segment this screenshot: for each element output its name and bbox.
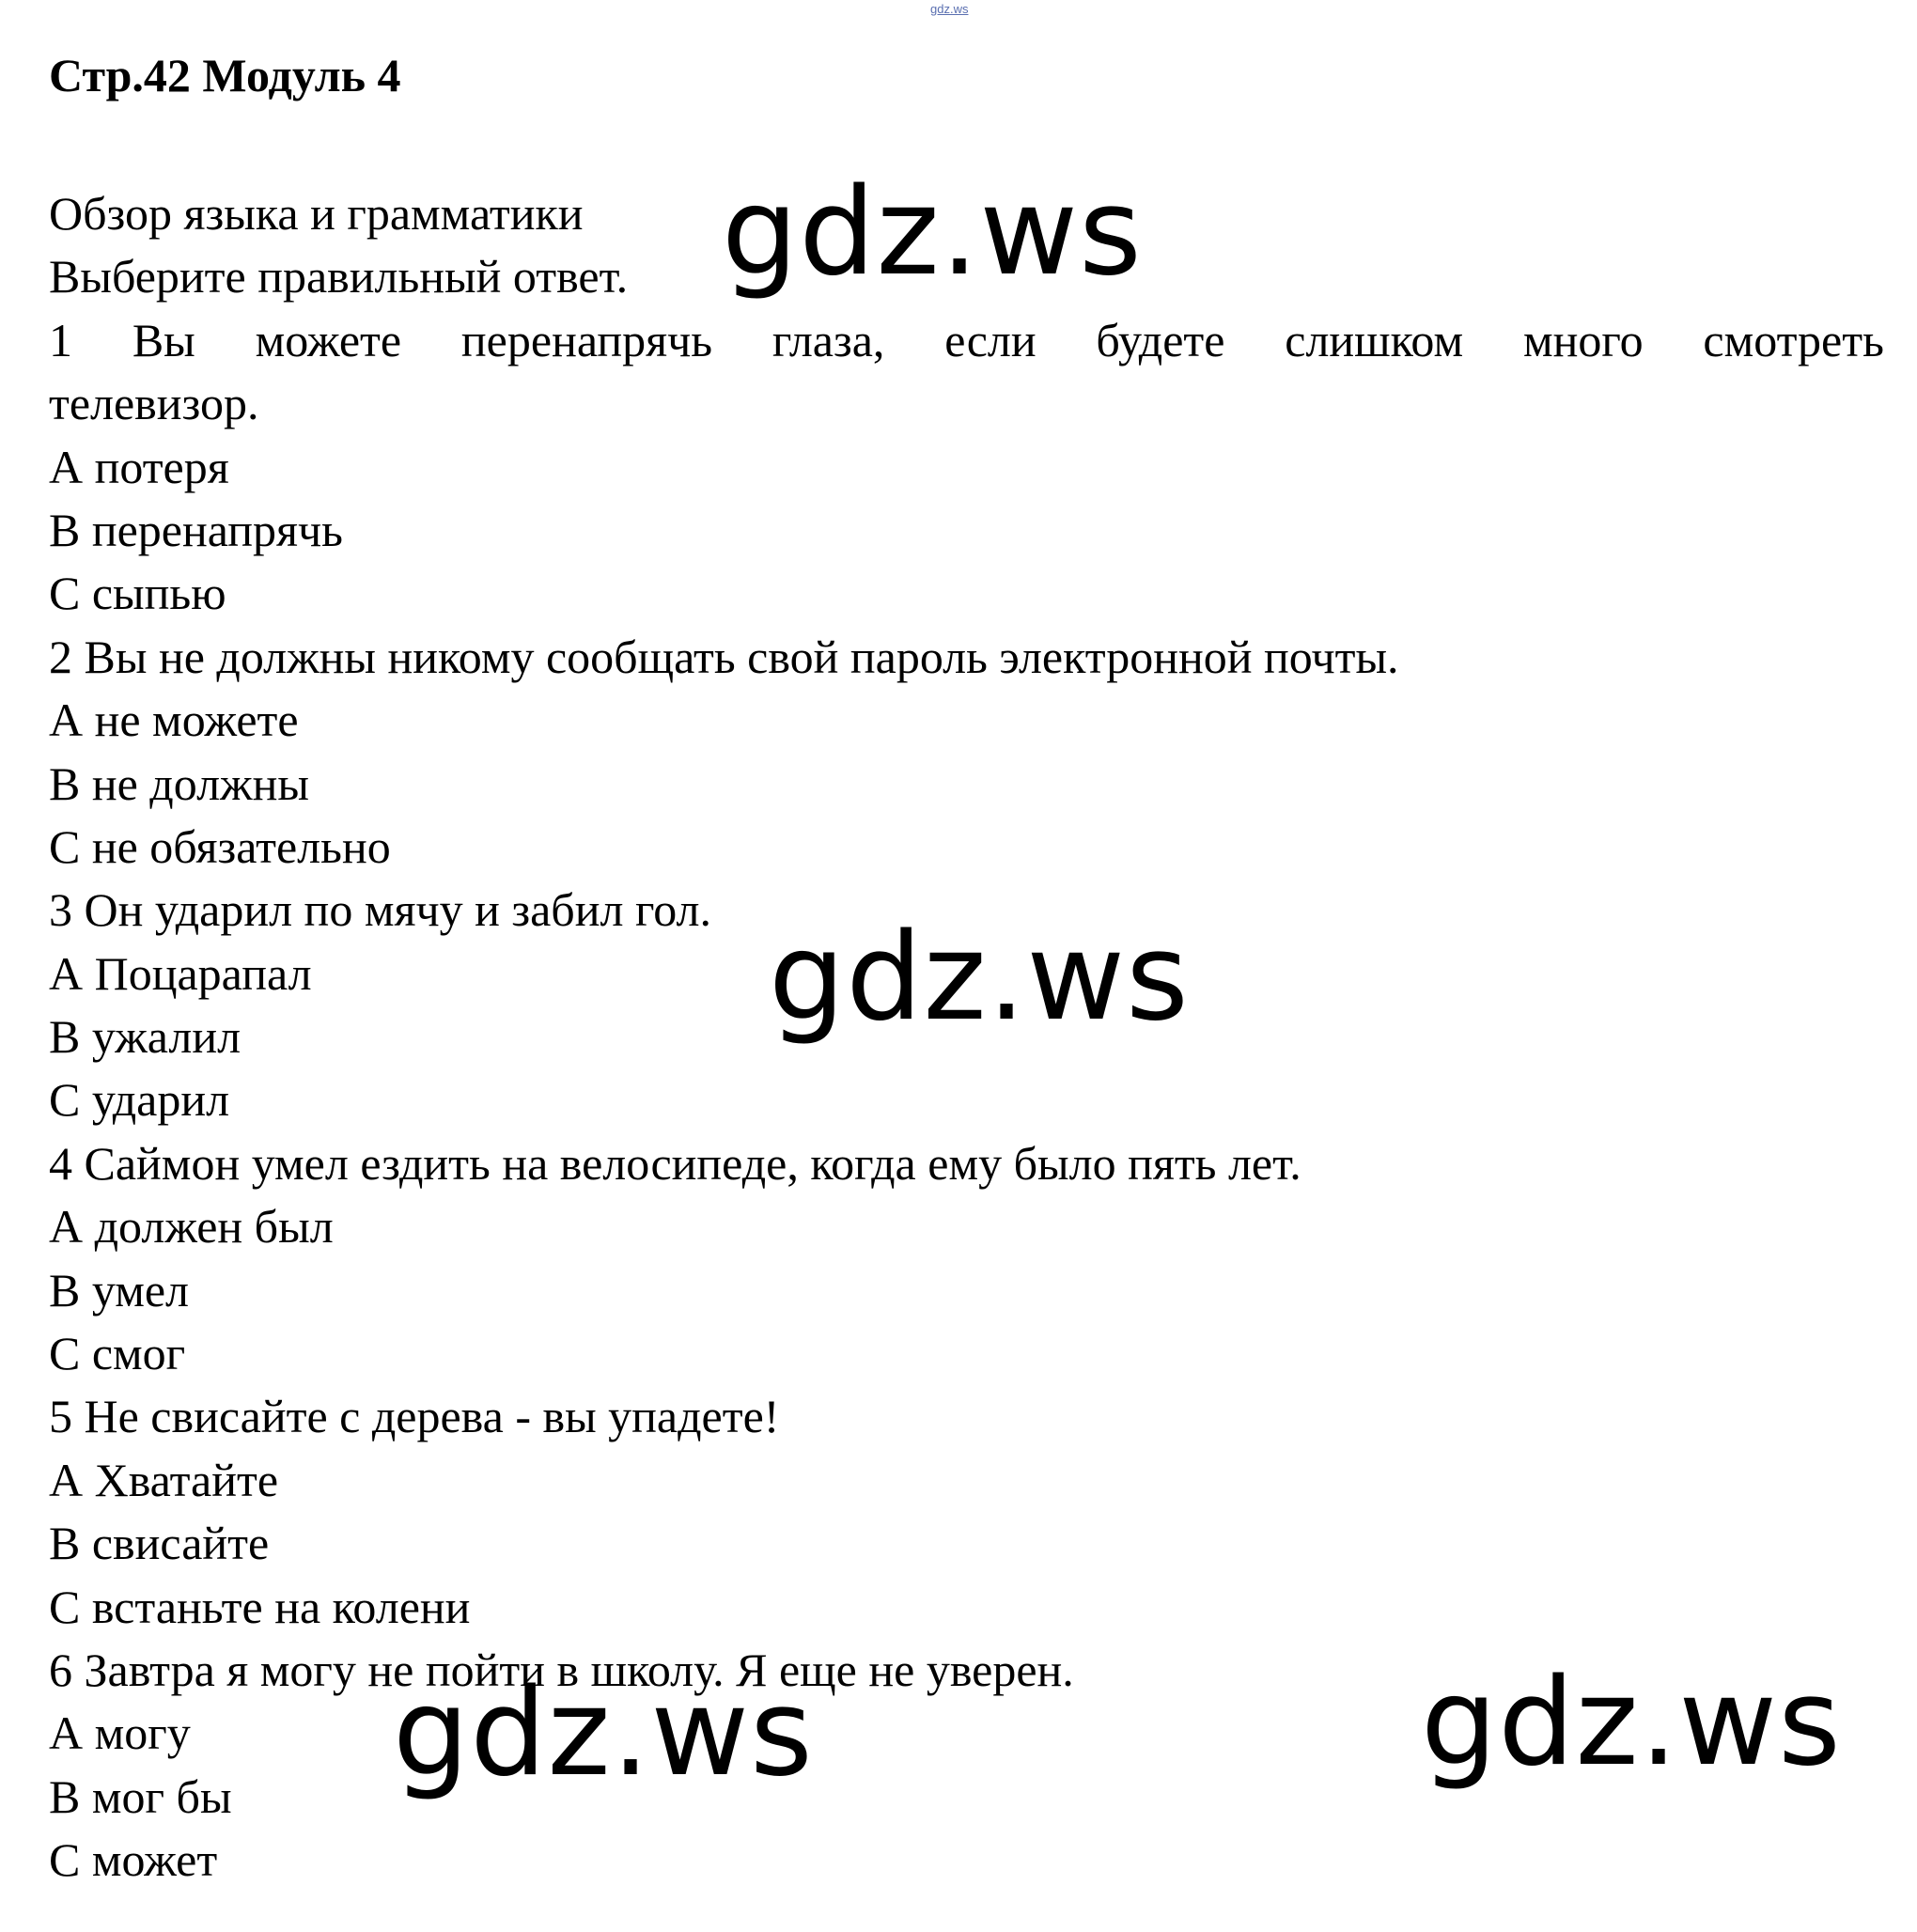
question-4: 4 Саймон умел ездить на велосипеде, когда ему было пять лет.	[49, 1136, 1301, 1190]
watermark: gdz.ws	[769, 908, 1190, 1048]
q1-word: 1	[49, 313, 72, 366]
question-1	[49, 309, 1884, 372]
header-watermark-link: gdz.ws	[930, 2, 969, 16]
q1-option-a: А потеря	[49, 440, 229, 493]
q4-option-b: В умел	[49, 1263, 189, 1317]
q5-option-a: А Хватайте	[49, 1453, 279, 1506]
q2-option-b: В не должны	[49, 756, 309, 810]
q5-option-c: С встаньте на колени	[49, 1580, 471, 1633]
q2-option-a: А не можете	[49, 693, 299, 747]
q1-word: Вы	[132, 313, 195, 366]
q1-word: много	[1522, 313, 1644, 366]
q4-option-c: С смог	[49, 1327, 186, 1380]
question-2: 2 Вы не должны никому сообщать свой пароль электронной почты.	[49, 630, 1399, 683]
watermark: gdz.ws	[1421, 1653, 1842, 1793]
question-6: 6 Завтра я могу не пойти в школу. Я еще не уверен.	[49, 1643, 1074, 1696]
q1-word: можете	[255, 313, 402, 366]
q1-word: слишком	[1285, 313, 1464, 366]
q3-option-b: В ужалил	[49, 1010, 242, 1064]
page-title: Стр.42 Модуль 4	[49, 49, 401, 101]
question-3: 3 Он ударил по мячу и забил гол.	[49, 883, 712, 937]
q4-option-a: А должен был	[49, 1200, 334, 1254]
q1-word: перенапрячь	[460, 313, 713, 366]
q1-word: глаза,	[771, 313, 885, 366]
q1-word: будете	[1096, 313, 1225, 366]
q6-option-b: В мог бы	[49, 1769, 232, 1823]
q2-option-c: С не обязательно	[49, 819, 391, 873]
question-5: 5 Не свисайте с дерева - вы упадете!	[49, 1390, 780, 1443]
section-title: Обзор языка и грамматики	[49, 187, 584, 240]
q3-option-c: С ударил	[49, 1073, 230, 1127]
q3-option-a: А Поцарапал	[49, 946, 312, 1000]
instruction: Выберите правильный ответ.	[49, 250, 629, 304]
q1-option-c: С сыпью	[49, 567, 226, 620]
q1-option-b: В перенапрячь	[49, 503, 343, 556]
watermark: gdz.ws	[722, 163, 1143, 303]
question-1-continuation: телевизор.	[49, 377, 259, 430]
q6-option-c: С может	[49, 1833, 218, 1887]
q5-option-b: В свисайте	[49, 1517, 270, 1570]
q1-word: если	[944, 313, 1036, 366]
watermark: gdz.ws	[393, 1663, 814, 1803]
q1-word: смотреть	[1703, 313, 1884, 366]
q6-option-a: А могу	[49, 1706, 191, 1760]
